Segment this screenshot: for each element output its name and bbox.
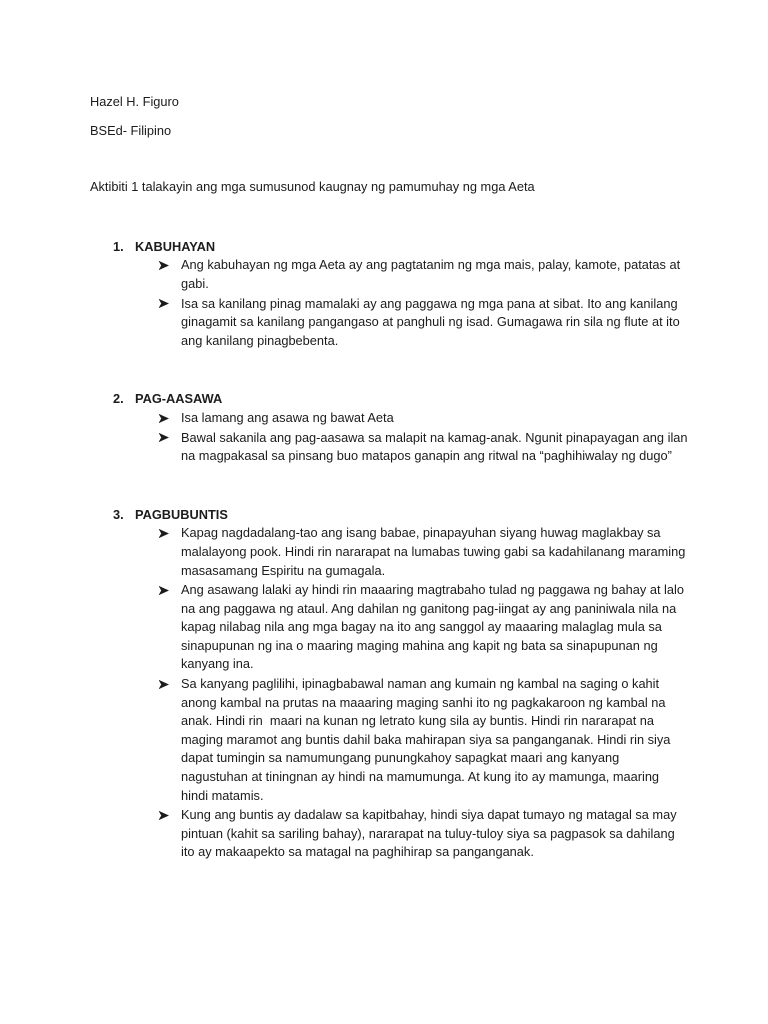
bullet-line: nagustuhan at tiningnan ay hindi na mamumunga. At kung ito ay mamunga, maaring — [181, 769, 660, 785]
bullet-line: Isa lamang ang asawa ng bawat Aeta — [181, 409, 394, 425]
bullet-item — [0, 256, 768, 293]
bullet-line: dapat tumingin sa namumungang punungkahoy sapagkat maari ang kanyang — [181, 750, 620, 766]
arrowhead-bullet-icon — [159, 433, 169, 442]
course-name: BSEd- Filipino — [90, 122, 172, 138]
bullet-line: Sa kanyang paglilihi, ipinagbabawal naman ang kumain ng kambal na saging o kahit — [181, 676, 660, 692]
bullet-line: anak. Hindi rin maari na kunan ng letrato kung sila ay buntis. Hindi rin nararapat na — [181, 713, 655, 729]
bullet-line: ang kanilang pinagbebenta. — [181, 332, 339, 348]
bullet-line: Isa sa kanilang pinag mamalaki ay ang paggawa ng mga pana at sibat. Ito ang kanilang — [181, 295, 678, 311]
bullet-line: maging maramot ang buntis dahil baka mahirapan siya sa panganganak. Hindi rin siya — [181, 731, 671, 747]
bullet-line: masasamang Espiritu na gumagala. — [181, 562, 386, 578]
bullet-line: Ang asawang lalaki ay hindi rin maaaring magtrabaho tulad ng paggawa ng bahay at lalo — [181, 582, 684, 598]
bullet-list — [0, 256, 768, 350]
section-header — [0, 390, 768, 409]
bullet-item — [0, 524, 768, 580]
bullet-line: anong kambal na prutas na maaaring maging sanhi ito ng pagkakaroon ng kambal na — [181, 694, 666, 710]
section-3 — [0, 506, 768, 862]
bullet-line: ginagamit sa kanilang pangangaso at panghuli ng isad. Gumagawa rin sila ng flute at ito — [181, 314, 680, 330]
bullet-line: kanyang ina. — [181, 656, 254, 672]
bullet-line: Bawal sakanila ang pag-aasawa sa malapit na kamag-anak. Ngunit pinapayagan ang ilan — [181, 429, 688, 445]
section-heading: PAGBUBUNTIS — [135, 506, 228, 522]
section-number: 1. — [113, 238, 124, 254]
bullet-line: kapag nilabag nila ang mga bagay na ito ang sanggol ay maaaring malaglag mula sa — [181, 619, 662, 635]
bullet-line: na magpakasal sa pinsang buo matapos ganapin ang ritwal na “paghihiwalay ng dugo” — [181, 448, 672, 464]
author-name: Hazel H. Figuro — [90, 94, 179, 109]
arrowhead-bullet-icon — [159, 811, 169, 820]
bullet-item — [0, 409, 768, 428]
bullet-item — [0, 675, 768, 805]
bullet-line: pintuan (kahit sa sariling bahay), nararapat na tuluy-tuloy siya sa pagpasok sa dahilang — [181, 825, 675, 841]
arrowhead-bullet-icon — [159, 261, 169, 270]
section-list — [0, 238, 768, 862]
bullet-line: ito ay makaapekto sa matagal na paghihirap sa panganganak. — [181, 844, 534, 860]
bullet-line: gabi. — [181, 275, 209, 291]
section-number: 3. — [113, 506, 124, 522]
section-heading: PAG-AASAWA — [135, 391, 223, 407]
bullet-item — [0, 295, 768, 351]
section-header — [0, 238, 768, 257]
bullet-line: sinapupunan ng ina o maaring maging mahina ang kapit ng bata sa sinapupunan ng — [181, 637, 658, 653]
arrowhead-bullet-icon — [159, 414, 169, 423]
section-2 — [0, 390, 768, 465]
arrowhead-bullet-icon — [159, 680, 169, 689]
activity-title: Aktibiti 1 talakayin ang mga sumusunod kaugnay ng pamumuhay ng mga Aeta — [90, 179, 535, 195]
arrowhead-bullet-icon — [159, 299, 169, 308]
document-content — [0, 93, 768, 862]
bullet-line: na ang paggawa ng ataul. Ang dahilan ng ganitong pag-iingat ay ang paniniwala nila na — [181, 600, 677, 616]
section-heading: KABUHAYAN — [135, 238, 216, 254]
bullet-list — [0, 524, 768, 862]
bullet-item — [0, 429, 768, 466]
bullet-line: Kung ang buntis ay dadalaw sa kapitbahay, hindi siya dapat tumayo ng matagal sa may — [181, 807, 677, 823]
bullet-item — [0, 581, 768, 674]
bullet-list — [0, 409, 768, 466]
section-header — [0, 506, 768, 525]
bullet-item — [0, 806, 768, 862]
bullet-line: malalayong pook. Hindi rin nararapat na lumabas tuwing gabi sa kadahilanang maraming — [181, 543, 686, 559]
arrowhead-bullet-icon — [159, 586, 169, 595]
section-number: 2. — [113, 391, 124, 407]
section-1 — [0, 238, 768, 351]
arrowhead-bullet-icon — [159, 529, 169, 538]
bullet-line: hindi matamis. — [181, 787, 264, 803]
bullet-line: Kapag nagdadalang-tao ang isang babae, pinapayuhan siyang huwag maglakbay sa — [181, 525, 661, 541]
bullet-line: Ang kabuhayan ng mga Aeta ay ang pagtatanim ng mga mais, palay, kamote, patatas at — [181, 257, 681, 273]
